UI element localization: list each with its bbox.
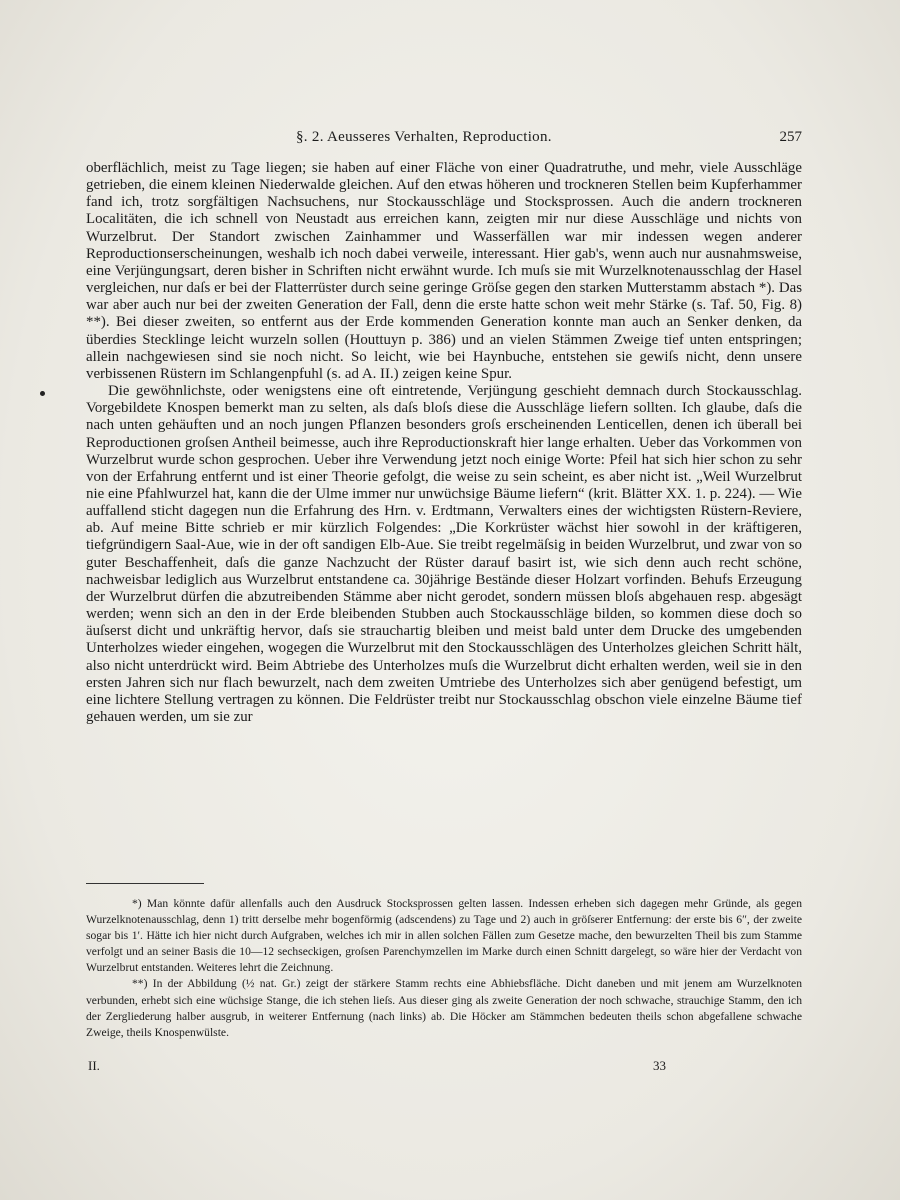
footnote-divider: [86, 883, 204, 884]
footnote: **) In der Abbildung (½ nat. Gr.) zeigt der stärkere Stamm rechts eine Abhiebsfläche. Dicht daneben und mit jenem am Wurzelknoten verbunden, erhebt sich eine wüchsige Stange, die ich stehen lieſs. Aus dieser ging als zweite Generation der noch schwache, strauchige Stamm, den ich der Zergliederung halber ausgrub, in weiterer Entfernung (nach links) ab. Die Höcker am Stämmchen bedeuten theils schon abgefallene schwache Zweige, theils Knospenwülste.: [86, 977, 802, 1039]
margin-mark: [40, 391, 45, 396]
paragraph: Die gewöhnlichste, oder wenigstens eine oft eintretende, Verjüngung geschieht demnach durch Stockausschlag. Vorgebildete Knospen bemerkt man zu selten, als daſs bloſs diese die Ausschläge liefern sollten. Ich glaube, daſs die nach unten gehäuften und an noch jungen Pflanzen besonders groſs erscheinenden Lenticellen, denen ich überall bei Reproductionen groſsen Antheil beimesse, auch ihre Reproductionskraft hier lange erhalten. Ueber das Vorkommen von Wurzelbrut wurde schon gesprochen. Ueber ihre Verwendung jetzt noch einige Worte: Pfeil hat sich hier schon zu sehr von der Erfahrung entfernt und ist einer Theorie gefolgt, die weise zu sein scheint, es aber nicht ist. „Weil Wurzelbrut nie eine Pfahlwurzel hat, kann die der Ulme immer nur unwüchsige Bäume liefern“ (krit. Blätter XX. 1. p. 224). — Wie auffallend sticht dagegen nun die Erfahrung des Hrn. v. Erdtmann, Verwalters eines der wichtigsten Rüstern-Reviere, ab. Auf meine Bitte schrieb er mir kürzlich Folgendes: „Die Korkrüster wächst hier sowohl in der kräftigeren, tiefgründigern Saal-Aue, wie in der oft sandigen Elb-Aue. Sie treibt regelmäſsig in beiden Wurzelbrut, und zwar von so guter Beschaffenheit, daſs die ganze Nachzucht der Rüster darauf basirt ist, wie sich denn auch recht schöne, nachweisbar lediglich aus Wurzelbrut entstandene ca. 30jährige Bestände dieser Holzart vorfinden. Behufs Erzeugung der Wurzelbrut dürfen die abzutreibenden Stämme aber nicht gerodet, sondern müssen bloſs abgehauen resp. abgesägt werden; wenn sich an den in der Erde bleibenden Stubben auch Stockausschläge bilden, so kommen diese doch so äuſserst dicht und unkräftig hervor, daſs sie strauchartig bleiben und meist bald unter dem Drucke des umgebenden Unterholzes wieder eingehen, wogegen die Wurzelbrut mit den Stockausschlägen des Unterholzes gleichen Schritt hält, also nicht unterdrückt wird. Beim Abtriebe des Unterholzes muſs die Wurzelbrut dicht erhalten werden, weil sie in den ersten Jahren sich nur flach bewurzelt, nach dem zweiten Umtriebe des Unterholzes sich aber genügend befestigt, um eine lichtere Stellung vertragen zu können. Die Feldrüster treibt nur Stockausschlag obschon viele einzelne Bäume tief gehauen werden, um sie zur: [86, 383, 802, 725]
header-title: §. 2. Aeusseres Verhalten, Reproduction.: [296, 129, 552, 145]
page-number: 257: [779, 129, 802, 145]
volume-signature: II.: [88, 1058, 100, 1073]
footnote: *) Man könnte dafür allenfalls auch den Ausdruck Stocksprossen gelten lassen. Indessen erheben sich dagegen mehr Gründe, als gegen Wurzelknotenausschlag, denn 1) tritt derselbe mehr bogenförmig (adscendens) zu Tage und 2) auch in gröſserer Entfernung: der erste bis 6″, der zweite sogar bis 1′. Hätte ich hier nicht durch Aufgraben, welches ich mir in allen solchen Fällen zum Gesetze mache, den bewurzelten Theil bis zum Stamme verfolgt und an seiner Basis die 10—12 sechseckigen, groſsen Parenchymzellen im Marke durch einen Schnitt dargelegt, so wäre hier der Verdacht von Wurzelbrut entstanden. Weiteres lehrt die Zeichnung.: [86, 897, 802, 975]
sheet-number: 33: [653, 1058, 666, 1073]
footnotes: [86, 896, 802, 1041]
main-text: [86, 160, 802, 726]
running-header: [86, 129, 802, 151]
paragraph: oberflächlich, meist zu Tage liegen; sie haben auf einer Fläche von einer Quadratruthe, und mehr, viele Ausschläge getrieben, die einem kleinen Niederwalde gleichen. Auf den etwas höheren und trockneren Stellen beim Kupferhammer fand ich, trotz sorgfältigen Nachsuchens, nur Stockausschläge und Stocksprossen. Auch die andern trockneren Localitäten, die ich schnell von Neustadt aus erreichen kann, zeigten mir nur diese Ausschläge und nichts von Wurzelbrut. Der Standort zwischen Zainhammer und Wasserfällen war mir indessen wegen anderer Reproductionserscheinungen, weshalb ich noch dabei verweile, interessant. Hier gab's, wenn auch nur ausnahmsweise, eine Verjüngungsart, deren bisher in Schriften nicht erwähnt wurde. Ich muſs sie mit Wurzelknotenausschlag der Hasel vergleichen, nur daſs er bei der Flatterrüster durch seine geringe Gröſse gegen den starken Mutterstamm abstach *). Das war aber auch nur bei der zweiten Generation der Fall, denn die erste hatte schon weit mehr Stärke (s. Taf. 50, Fig. 8) **). Bei dieser zweiten, so entfernt aus der Erde kommenden Generation konnte man auch an Senker denken, da überdies Stecklinge leicht wurzeln sollen (Houttuyn p. 386) und an vielen Stämmen Zweige tief unten entspringen; allein nachgewiesen sind sie noch nicht. So leicht, wie bei Haynbuche, entstehen sie gewiſs nicht, denn unsere verbissenen Rüstern im Schlangenpfuhl (s. ad A. II.) zeigen keine Spur.: [86, 160, 802, 382]
